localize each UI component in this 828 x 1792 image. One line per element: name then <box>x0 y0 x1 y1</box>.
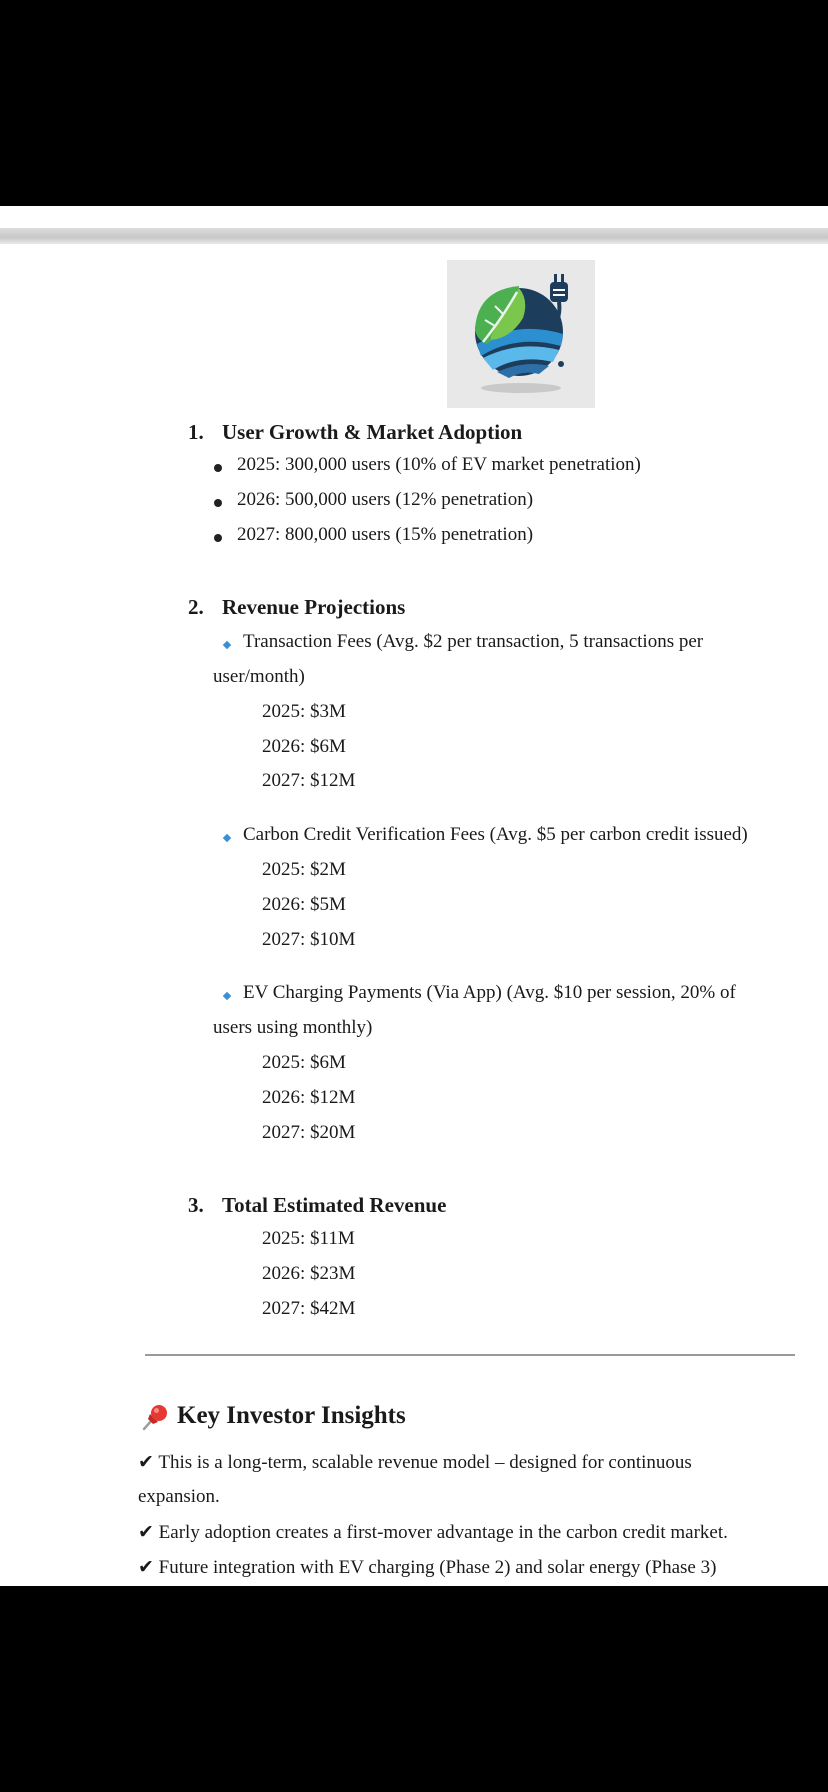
insight-text: This is a long-term, scalable revenue model – designed for continuous <box>158 1452 692 1473</box>
check-mark-icon: ✔ <box>138 1557 154 1578</box>
revenue-year-value: 2026: $12M <box>262 1087 356 1108</box>
revenue-stream-label-cont: users using monthly) <box>213 1017 373 1038</box>
bullet-dot-icon <box>214 499 222 507</box>
revenue-year-value: 2025: $6M <box>262 1052 346 1073</box>
section-title: Total Estimated Revenue <box>222 1193 447 1217</box>
revenue-year-value: 2026: $6M <box>262 736 346 757</box>
revenue-stream-label-cont: user/month) <box>213 666 305 687</box>
section-number: 3. <box>188 1193 204 1217</box>
check-mark-icon: ✔ <box>138 1522 154 1543</box>
insights-title: Key Investor Insights <box>177 1402 406 1429</box>
pushpin-icon <box>138 1402 170 1434</box>
insight-line <box>138 1556 716 1579</box>
leaf-plug-logo-icon <box>447 260 595 408</box>
section-number: 1. <box>188 420 204 444</box>
page-top-bar <box>0 228 828 244</box>
insight-line-cont: expansion. <box>138 1486 220 1507</box>
section-title: User Growth & Market Adoption <box>222 420 523 444</box>
revenue-year-value: 2025: $3M <box>262 701 346 722</box>
check-mark-icon: ✔ <box>138 1452 154 1473</box>
revenue-stream-label: Carbon Credit Verification Fees (Avg. $5 per carbon credit issued) <box>243 824 748 845</box>
revenue-year-value: 2027: $10M <box>262 929 356 950</box>
horizontal-divider <box>145 1354 795 1356</box>
blue-diamond-icon <box>223 834 231 842</box>
blue-diamond-icon <box>223 641 231 649</box>
list-item: 2027: 800,000 users (15% penetration) <box>237 524 534 545</box>
revenue-year-value: 2027: $20M <box>262 1122 356 1143</box>
section-number: 2. <box>188 595 204 619</box>
insight-text: Early adoption creates a first-mover advantage in the carbon credit market. <box>158 1522 728 1543</box>
list-item: 2026: 500,000 users (12% penetration) <box>237 489 534 510</box>
blue-diamond-icon <box>223 992 231 1000</box>
insight-line <box>138 1451 692 1474</box>
total-year-value: 2025: $11M <box>262 1228 355 1249</box>
insight-text: Future integration with EV charging (Phase 2) and solar energy (Phase 3) <box>158 1557 717 1578</box>
document-page <box>0 206 828 1586</box>
total-year-value: 2027: $42M <box>262 1298 356 1319</box>
revenue-stream-label: Transaction Fees (Avg. $2 per transaction, 5 transactions per <box>243 631 704 652</box>
section-title: Revenue Projections <box>222 595 406 619</box>
bullet-dot-icon <box>214 534 222 542</box>
revenue-stream-label: EV Charging Payments (Via App) (Avg. $10 per session, 20% of <box>243 982 736 1003</box>
revenue-year-value: 2026: $5M <box>262 894 346 915</box>
list-item: 2025: 300,000 users (10% of EV market penetration) <box>237 454 641 475</box>
revenue-year-value: 2027: $12M <box>262 770 356 791</box>
revenue-year-value: 2025: $2M <box>262 859 346 880</box>
total-year-value: 2026: $23M <box>262 1263 356 1284</box>
bullet-dot-icon <box>214 464 222 472</box>
insight-line <box>138 1521 728 1544</box>
logo <box>447 260 595 408</box>
